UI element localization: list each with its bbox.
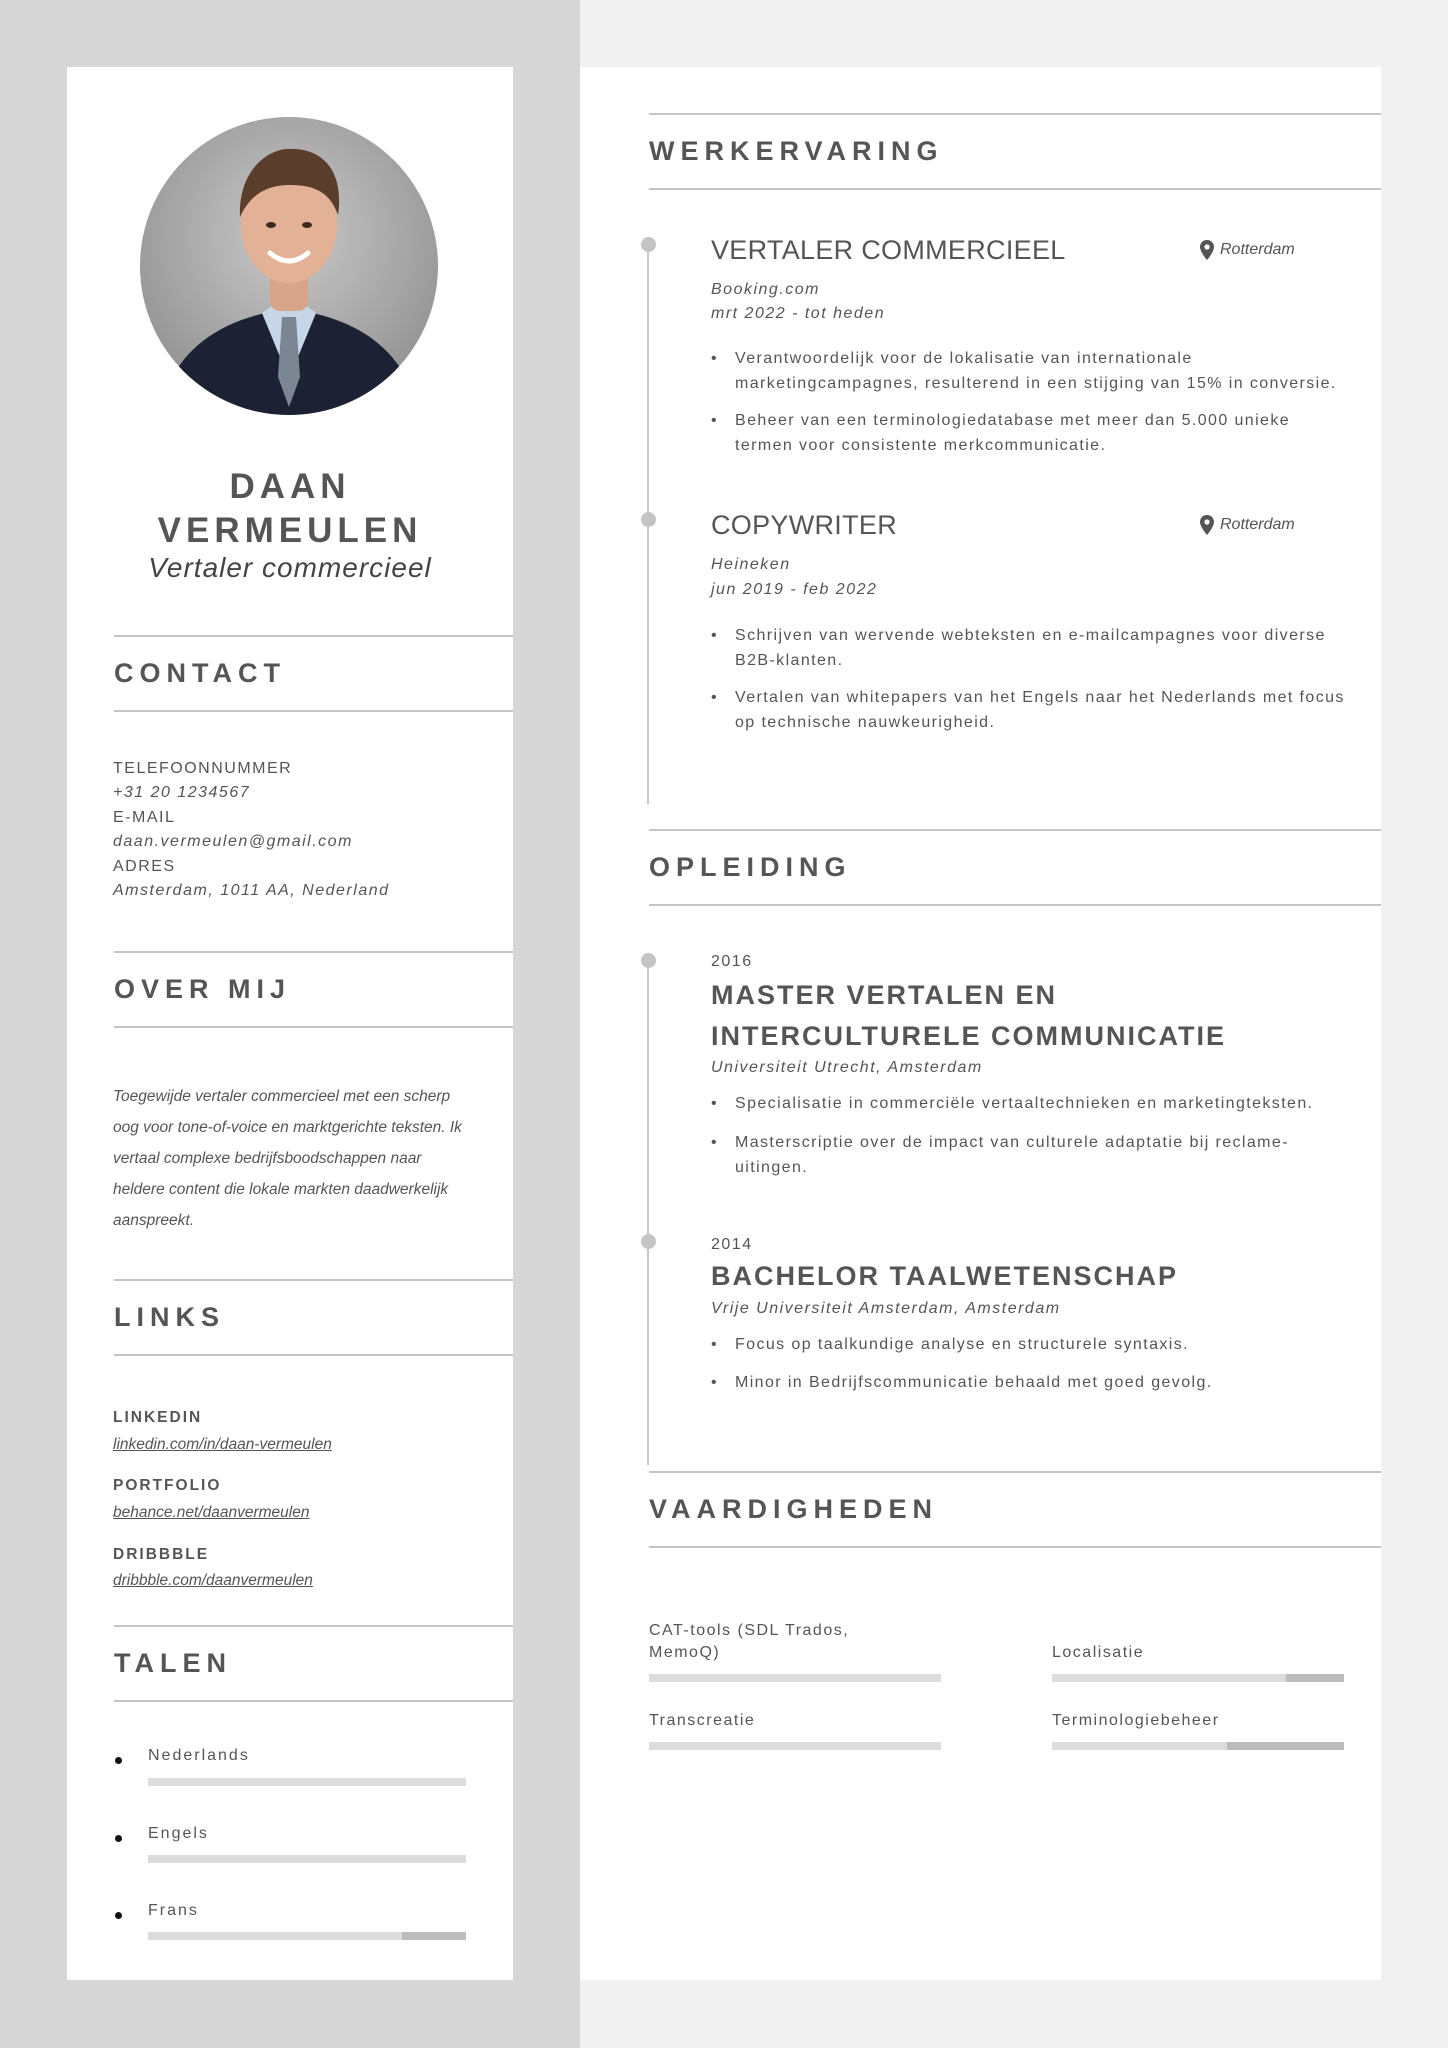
job-location-text: Rotterdam [1220,241,1295,258]
job-bullets [711,346,1351,458]
experience-heading: WERKERVARING [649,113,1381,190]
list-item: • Vertalen van whitepapers van het Engels naar het Nederlands met focus op technische nauwkeurigheid. [711,685,1351,735]
job-role: Vertaler commercieel [148,552,432,583]
language-level-fill [402,1932,466,1940]
skill-level-fill [1227,1742,1344,1750]
skill-name: Localisatie [1052,1644,1145,1661]
education-year: 2014 [711,1236,753,1253]
bullet-dot [115,1757,122,1764]
language-name: Frans [148,1902,199,1919]
skill-level-bar [649,1742,941,1750]
language-level-bar [148,1932,466,1940]
languages-heading: TALEN [114,1625,513,1702]
timeline-dot [641,953,656,968]
job-location [1200,515,1295,535]
email-label: E-MAIL [113,809,176,826]
linkedin-label: LINKEDIN [113,1409,203,1426]
full-name [67,465,513,553]
portfolio-link[interactable]: behance.net/daanvermeulen [113,1504,310,1521]
list-item: • Beheer van een terminologiedatabase met meer dan 5.000 unieke termen voor consistente merkcommunicatie. [711,408,1351,458]
list-item: • Focus op taalkundige analyse en structurele syntaxis. [711,1332,1351,1357]
phone-label: TELEFOONNUMMER [113,760,293,777]
about-heading: OVER MIJ [114,951,513,1028]
contact-heading: CONTACT [114,635,513,712]
sidebar [67,67,513,1980]
job-title: COPYWRITER [711,510,898,540]
map-pin-icon [1200,240,1214,260]
last-name: VERMEULEN [157,511,423,550]
linkedin-link[interactable]: linkedin.com/in/daan-vermeulen [113,1436,332,1453]
dribbble-link[interactable]: dribbble.com/daanvermeulen [113,1572,313,1589]
job-period: mrt 2022 - tot heden [711,305,886,322]
address-value: Amsterdam, 1011 AA, Nederland [113,882,390,899]
skill-name: Terminologiebeheer [1052,1712,1220,1729]
education-title: MASTER VERTALEN EN INTERCULTURELE COMMUNICATIE [711,980,1226,1051]
skill-level-bar [1052,1742,1344,1750]
bullet-dot [115,1835,122,1842]
education-year: 2016 [711,953,753,970]
timeline-dot [641,1234,656,1249]
language-level-bar [148,1855,466,1863]
education-bullets [711,1091,1351,1180]
job-company: Booking.com [711,281,820,298]
education-title: BACHELOR TAALWETENSCHAP [711,1261,1178,1291]
dribbble-label: DRIBBBLE [113,1546,210,1563]
language-name: Nederlands [148,1747,250,1764]
job-location-text: Rotterdam [1220,516,1295,533]
address-label: ADRES [113,858,176,875]
language-name: Engels [148,1825,209,1842]
links-heading: LINKS [114,1279,513,1356]
job-title: VERTALER COMMERCIEEL [711,235,1066,265]
portfolio-label: PORTFOLIO [113,1477,222,1494]
education-timeline [647,960,649,1465]
timeline-dot [641,237,656,252]
list-item: • Verantwoordelijk voor de lokalisatie van internationale marketingcampagnes, resulterend in een stijging van 15% in conversie. [711,346,1351,396]
skill-level-bar [1052,1674,1344,1682]
skill-name: Transcreatie [649,1712,756,1729]
skill-level-fill [1286,1674,1344,1682]
education-school: Vrije Universiteit Amsterdam, Amsterdam [711,1300,1061,1317]
job-location [1200,240,1295,260]
skill-level-bar [649,1674,941,1682]
skill-name: CAT-tools (SDL Trados, MemoQ) [649,1622,850,1661]
phone-value[interactable]: +31 20 1234567 [113,784,251,801]
first-name: DAAN [229,467,351,506]
main-content [580,67,1381,1980]
education-heading: OPLEIDING [649,829,1381,906]
list-item: • Minor in Bedrijfscommunicatie behaald met goed gevolg. [711,1370,1351,1395]
list-item: • Masterscriptie over de impact van culturele adaptatie bij reclame-uitingen. [711,1130,1351,1180]
job-company: Heineken [711,556,791,573]
profile-photo [140,117,438,415]
map-pin-icon [1200,515,1214,535]
timeline-dot [641,512,656,527]
education-school: Universiteit Utrecht, Amsterdam [711,1059,983,1076]
job-period: jun 2019 - feb 2022 [711,581,878,598]
job-bullets [711,623,1351,735]
list-item: • Specialisatie in commerciële vertaaltechnieken en marketingteksten. [711,1091,1351,1116]
language-level-bar [148,1778,466,1786]
list-item: • Schrijven van wervende webteksten en e-mailcampagnes voor diverse B2B-klanten. [711,623,1351,673]
skills-heading: VAARDIGHEDEN [649,1471,1381,1548]
email-value[interactable]: daan.vermeulen@gmail.com [113,833,353,850]
education-bullets [711,1332,1351,1395]
about-text: Toegewijde vertaler commercieel met een scherp oog voor tone-of-voice en marktgerichte teksten. Ik vertaal complexe bedrijfsboodschappen naar heldere content die lokale markten daadwerkelijk aanspreekt. [113,1088,462,1229]
bullet-dot [115,1912,122,1919]
